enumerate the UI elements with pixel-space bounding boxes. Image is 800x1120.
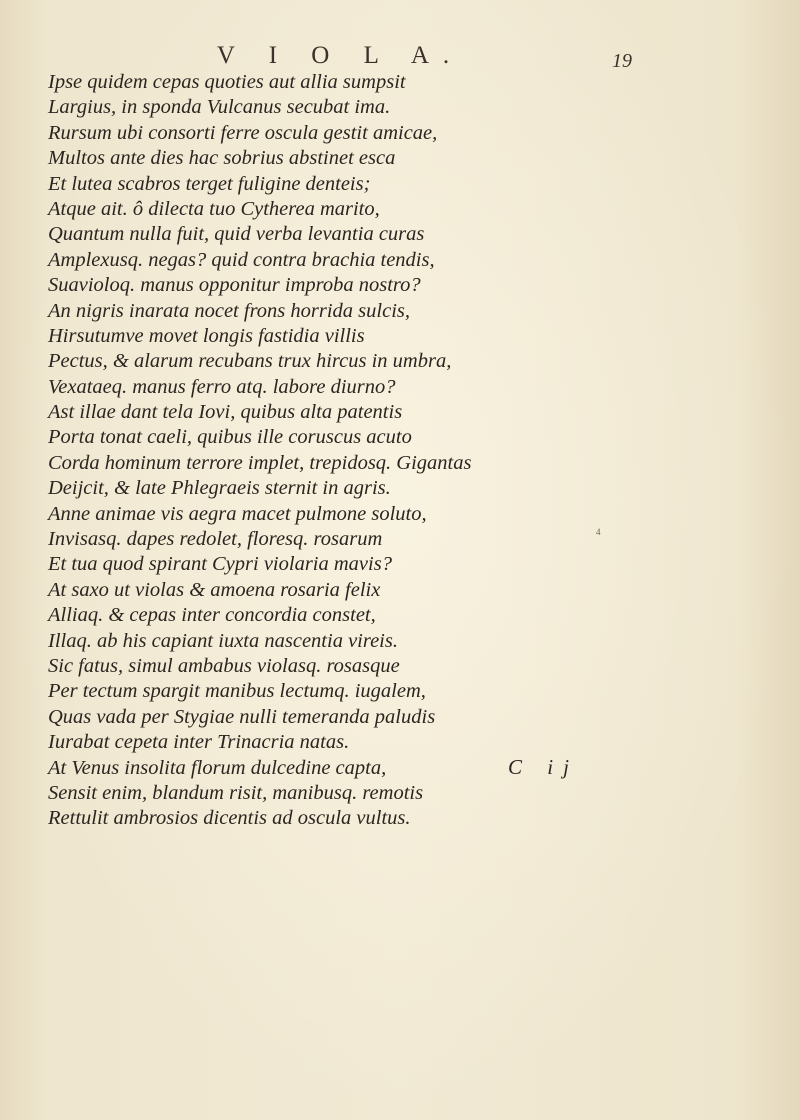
verse-line: An nigris inarata nocet frons horrida sulcis,	[48, 299, 410, 322]
verse-block	[48, 70, 568, 832]
verse-line: Deijcit, & late Phlegraeis sternit in agris.	[48, 477, 391, 500]
verse-line: Rursum ubi consorti ferre oscula gestit amicae,	[48, 121, 438, 144]
verse-line: Et tua quod spirant Cypri violaria mavis?	[48, 553, 392, 576]
verse-line: Sensit enim, blandum risit, manibusq. remotis	[48, 781, 424, 804]
verse-line: Ipse quidem cepas quoties aut allia sumpsit	[48, 71, 406, 93]
verse-line: Vexataeq. manus ferro atq. labore diurno?	[48, 375, 396, 398]
verse-line: Hirsutumve movet longis fastidia villis	[48, 324, 365, 347]
marginal-mark: 4	[596, 527, 601, 537]
verse-line: Invisasq. dapes redolet, floresq. rosarum	[48, 528, 383, 551]
verse-line: Largius, in sponda Vulcanus secubat ima.	[48, 96, 391, 119]
verse-line: Anne animae vis aegra macet pulmone soluto,	[48, 502, 427, 525]
verse-line: Iurabat cepeta inter Trinacria natas.	[48, 731, 350, 754]
running-head: V I O L A.	[216, 42, 464, 69]
verse-line: Multos ante dies hac sobrius abstinet esca	[48, 147, 396, 170]
verse-line: Alliaq. & cepas inter concordia constet,	[48, 604, 376, 627]
verse-line: Suavioloq. manus opponitur improba nostro?	[48, 274, 421, 297]
verse-line: Illaq. ab his capiant iuxta nascentia vireis.	[48, 629, 398, 652]
verse-line: Pectus, & alarum recubans trux hircus in umbra,	[48, 350, 452, 373]
verse-line: Atque ait. ô dilecta tuo Cytherea marito,	[48, 197, 380, 220]
verse-line: Amplexusq. negas? quid contra brachia tendis,	[48, 248, 435, 271]
verse-line: Rettulit ambrosios dicentis ad oscula vultus.	[48, 807, 411, 830]
verse-line: Quas vada per Stygiae nulli temeranda paludis	[48, 705, 436, 728]
verse-line: Et lutea scabros terget fuligine denteis;	[48, 172, 371, 195]
verse-line: At saxo ut violas & amoena rosaria felix	[48, 578, 381, 601]
verse-line: Porta tonat caeli, quibus ille coruscus acuto	[48, 426, 412, 449]
verse-line: Per tectum spargit manibus lectumq. iugalem,	[48, 680, 426, 703]
verse-line: Quantum nulla fuit, quid verba levantia curas	[48, 223, 425, 246]
page-number: 19	[612, 50, 632, 72]
signature-mark: C ij	[508, 755, 579, 779]
verse-line: Sic fatus, simul ambabus violasq. rosasque	[48, 654, 400, 677]
verse-line: Ast illae dant tela Iovi, quibus alta patentis	[48, 401, 403, 424]
verse-line: At Venus insolita florum dulcedine capta,	[48, 756, 387, 779]
verse-line: Corda hominum terrore implet, trepidosq. Gigantas	[48, 451, 472, 474]
